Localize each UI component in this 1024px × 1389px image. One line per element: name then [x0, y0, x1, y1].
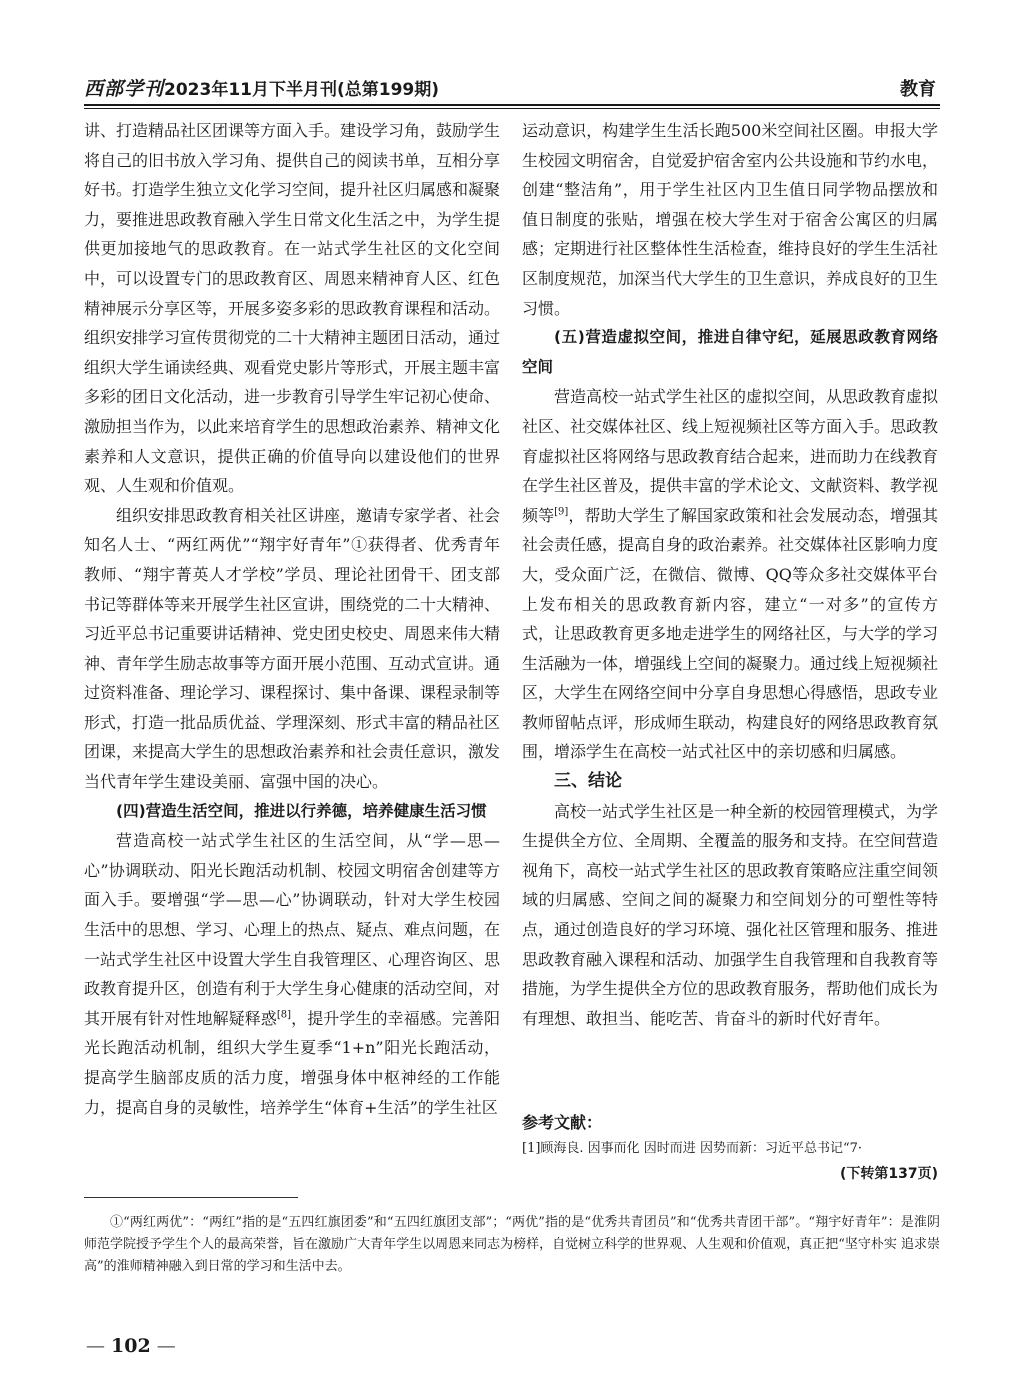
section-name: 教育: [900, 79, 936, 100]
paragraph-text: 营造高校一站式学生社区的虚拟空间，从思政教育虚拟社区、社交媒体社区、线上短视频社区等方面入手。思政教育虚拟社区将网络与思政教育结合起来，进而助力在线教育在学生社区普及，提供丰富的学术论文、文献资料、教学视频等: [522, 387, 939, 525]
paragraph: 讲、打造精品社区团课等方面入手。建设学习角，鼓励学生将自己的旧书放入学习角、提供自己的阅读书单，互相分享好书。打造学生独立文化学习空间，提升社区归属感和凝聚力，要推进思政教育融入学生日常文化生活之中，为学生提供更加接地气的思政教育。在一站式学生社区的文化空间中，可以设置专门的思政教育区、周恩来精神育人区、红色精神展示分享区等，开展多姿多彩的思政教育课程和活动。组织安排学习宣传贯彻党的二十大精神主题团日活动，通过组织大学生诵读经典、观看党史影片等形式，开展主题丰富多彩的团日文化活动，进一步教育引导学生牢记初心使命、激励担当作为，以此来培育学生的思想政治素养、精神文化素养和人文意识，提供正确的价值导向以建设他们的世界观、人生观和价值观。: [84, 121, 501, 496]
reference-item: [1]顾海良. 因事而化 因时而进 因势而新：习近平总书记“7·: [522, 1141, 862, 1156]
subsection-heading: (五)营造虚拟空间，推进自律守纪，延展思政教育网络空间: [522, 328, 938, 376]
page-dash-right: —: [150, 1335, 176, 1357]
right-column: [522, 116, 938, 1033]
paragraph: [84, 826, 500, 1122]
continued-note: (下转第137页): [839, 1166, 938, 1182]
paragraph-text: 营造高校一站式学生社区的生活空间，从“学—思—心”协调联动、阳光长跑活动机制、校园文明宿舍创建等方面入手。要增强“学—思—心”协调联动，针对大学生校园生活中的思想、学习、心理上的热点、疑点、难点问题，在一站式学生社区中设置大学生自我管理区、心理咨询区、思政教育提升区，创造有利于大学生身心健康的活动空间，对其开展有针对性地解疑释惑: [84, 831, 501, 1028]
header-rule-thin: [84, 108, 940, 109]
journal-issue: 2023年11月下半月刊(总第199期): [164, 80, 439, 100]
citation-ref: [9]: [554, 506, 569, 518]
footnote: ①“两红两优”：“两红”指的是“五四红旗团委”和“五四红旗团支部”；“两优”指的是“优秀共青团员”和“优秀共青团干部”。“翔宇好青年”：是淮阴师范学院授予学生个人的最高荣誉，旨在激励广大青年学生以周恩来同志为榜样，自觉树立科学的世界观、人生观和价值观，真正把“坚守朴实 追求崇高”的淮师精神融入到日常的学习和生活中去。: [84, 1215, 940, 1274]
page-number-value: 102: [111, 1335, 151, 1357]
header-rule: [84, 104, 940, 106]
paragraph-text: ，提升学生的幸福感。完善阳光长跑活动机制，组织大学生夏季“1+n”阳光长跑活动，提高学生脑部皮质的活力度，增强身体中枢神经的工作能力，提高自身的灵敏性，培养学生“体育+生活”的学生社区: [84, 1008, 500, 1117]
paragraph-text: ，帮助大学生了解国家政策和社会发展动态，增强其社会责任感，提高自身的政治素养。社交媒体社区影响力度大，受众面广泛，在微信、微博、QQ等众多社交媒体平台上发布相关的思政教育新内容，建立“一对多”的宣传方式，让思政教育更多地走进学生的网络社区，与大学的学习生活融为一体，增强线上空间的凝聚力。通过线上短视频社区，大学生在网络空间中分享自身思想心得感悟，思政专业教师留帖点评，形成师生联动，构建良好的网络思政教育氛围，增添学生在高校一站式社区中的亲切感和归属感。: [522, 505, 939, 762]
references-title: 参考文献：: [522, 1113, 603, 1132]
footnote-rule: [84, 1197, 298, 1198]
left-column: [84, 116, 500, 1122]
paragraph: 组织安排思政教育相关社区讲座，邀请专家学者、社会知名人士、“两红两优”“翔宇好青年”①获得者、优秀青年教师、“翔宇菁英人才学校”学员、理论社团骨干、团支部书记等群体等来开展学生社区宣讲，围绕党的二十大精神、习近平总书记重要讲话精神、党史团史校史、周恩来伟大精神、青年学生励志故事等方面开展小范围、互动式宣讲。通过资料准备、理论学习、课程探讨、集中备课、课程录制等形式，打造一批品质优益、学理深刻、形式丰富的精品社区团课，来提高大学生的思想政治素养和社会责任意识，激发当代青年学生建设美丽、富强中国的决心。: [84, 505, 501, 792]
journal-logo: 西部学刊: [84, 78, 165, 100]
citation-ref: [8]: [276, 1009, 292, 1021]
paragraph: 高校一站式学生社区是一种全新的校园管理模式，为学生提供全方位、全周期、全覆盖的服务和支持。在空间营造视角下，高校一站式学生社区的思政教育策略应注重空间领域的归属感、空间之间的凝聚力和空间划分的可塑性等特点，通过创造良好的学习环境、强化社区管理和服务、推进思政教育融入课程和活动、加强学生自我管理和自我教育等措施，为学生提供全方位的思政教育服务，帮助他们成长为有理想、敢担当、能吃苦、肯奋斗的新时代好青年。: [522, 801, 939, 1028]
running-header: [84, 70, 940, 104]
paragraph: 运动意识，构建学生生活长跑500米空间社区圈。申报大学生校园文明宿舍，自觉爱护宿舍室内公共设施和节约水电，创建“整洁角”，用于学生社区内卫生值日同学物品摆放和值日制度的张贴，增强在校大学生对于宿舍公寓区的归属感；定期进行社区整体性生活检查，维持良好的学生生活社区制度规范，加深当代大学生的卫生意识，养成良好的卫生习惯。: [522, 121, 939, 318]
page-dash-left: —: [86, 1335, 112, 1357]
page-number: [86, 1335, 176, 1357]
subsection-heading: (四)营造生活空间，推进以行养德，培养健康生活习惯: [116, 801, 487, 820]
section-heading: 三、结论: [554, 771, 622, 792]
paragraph: [522, 382, 938, 767]
